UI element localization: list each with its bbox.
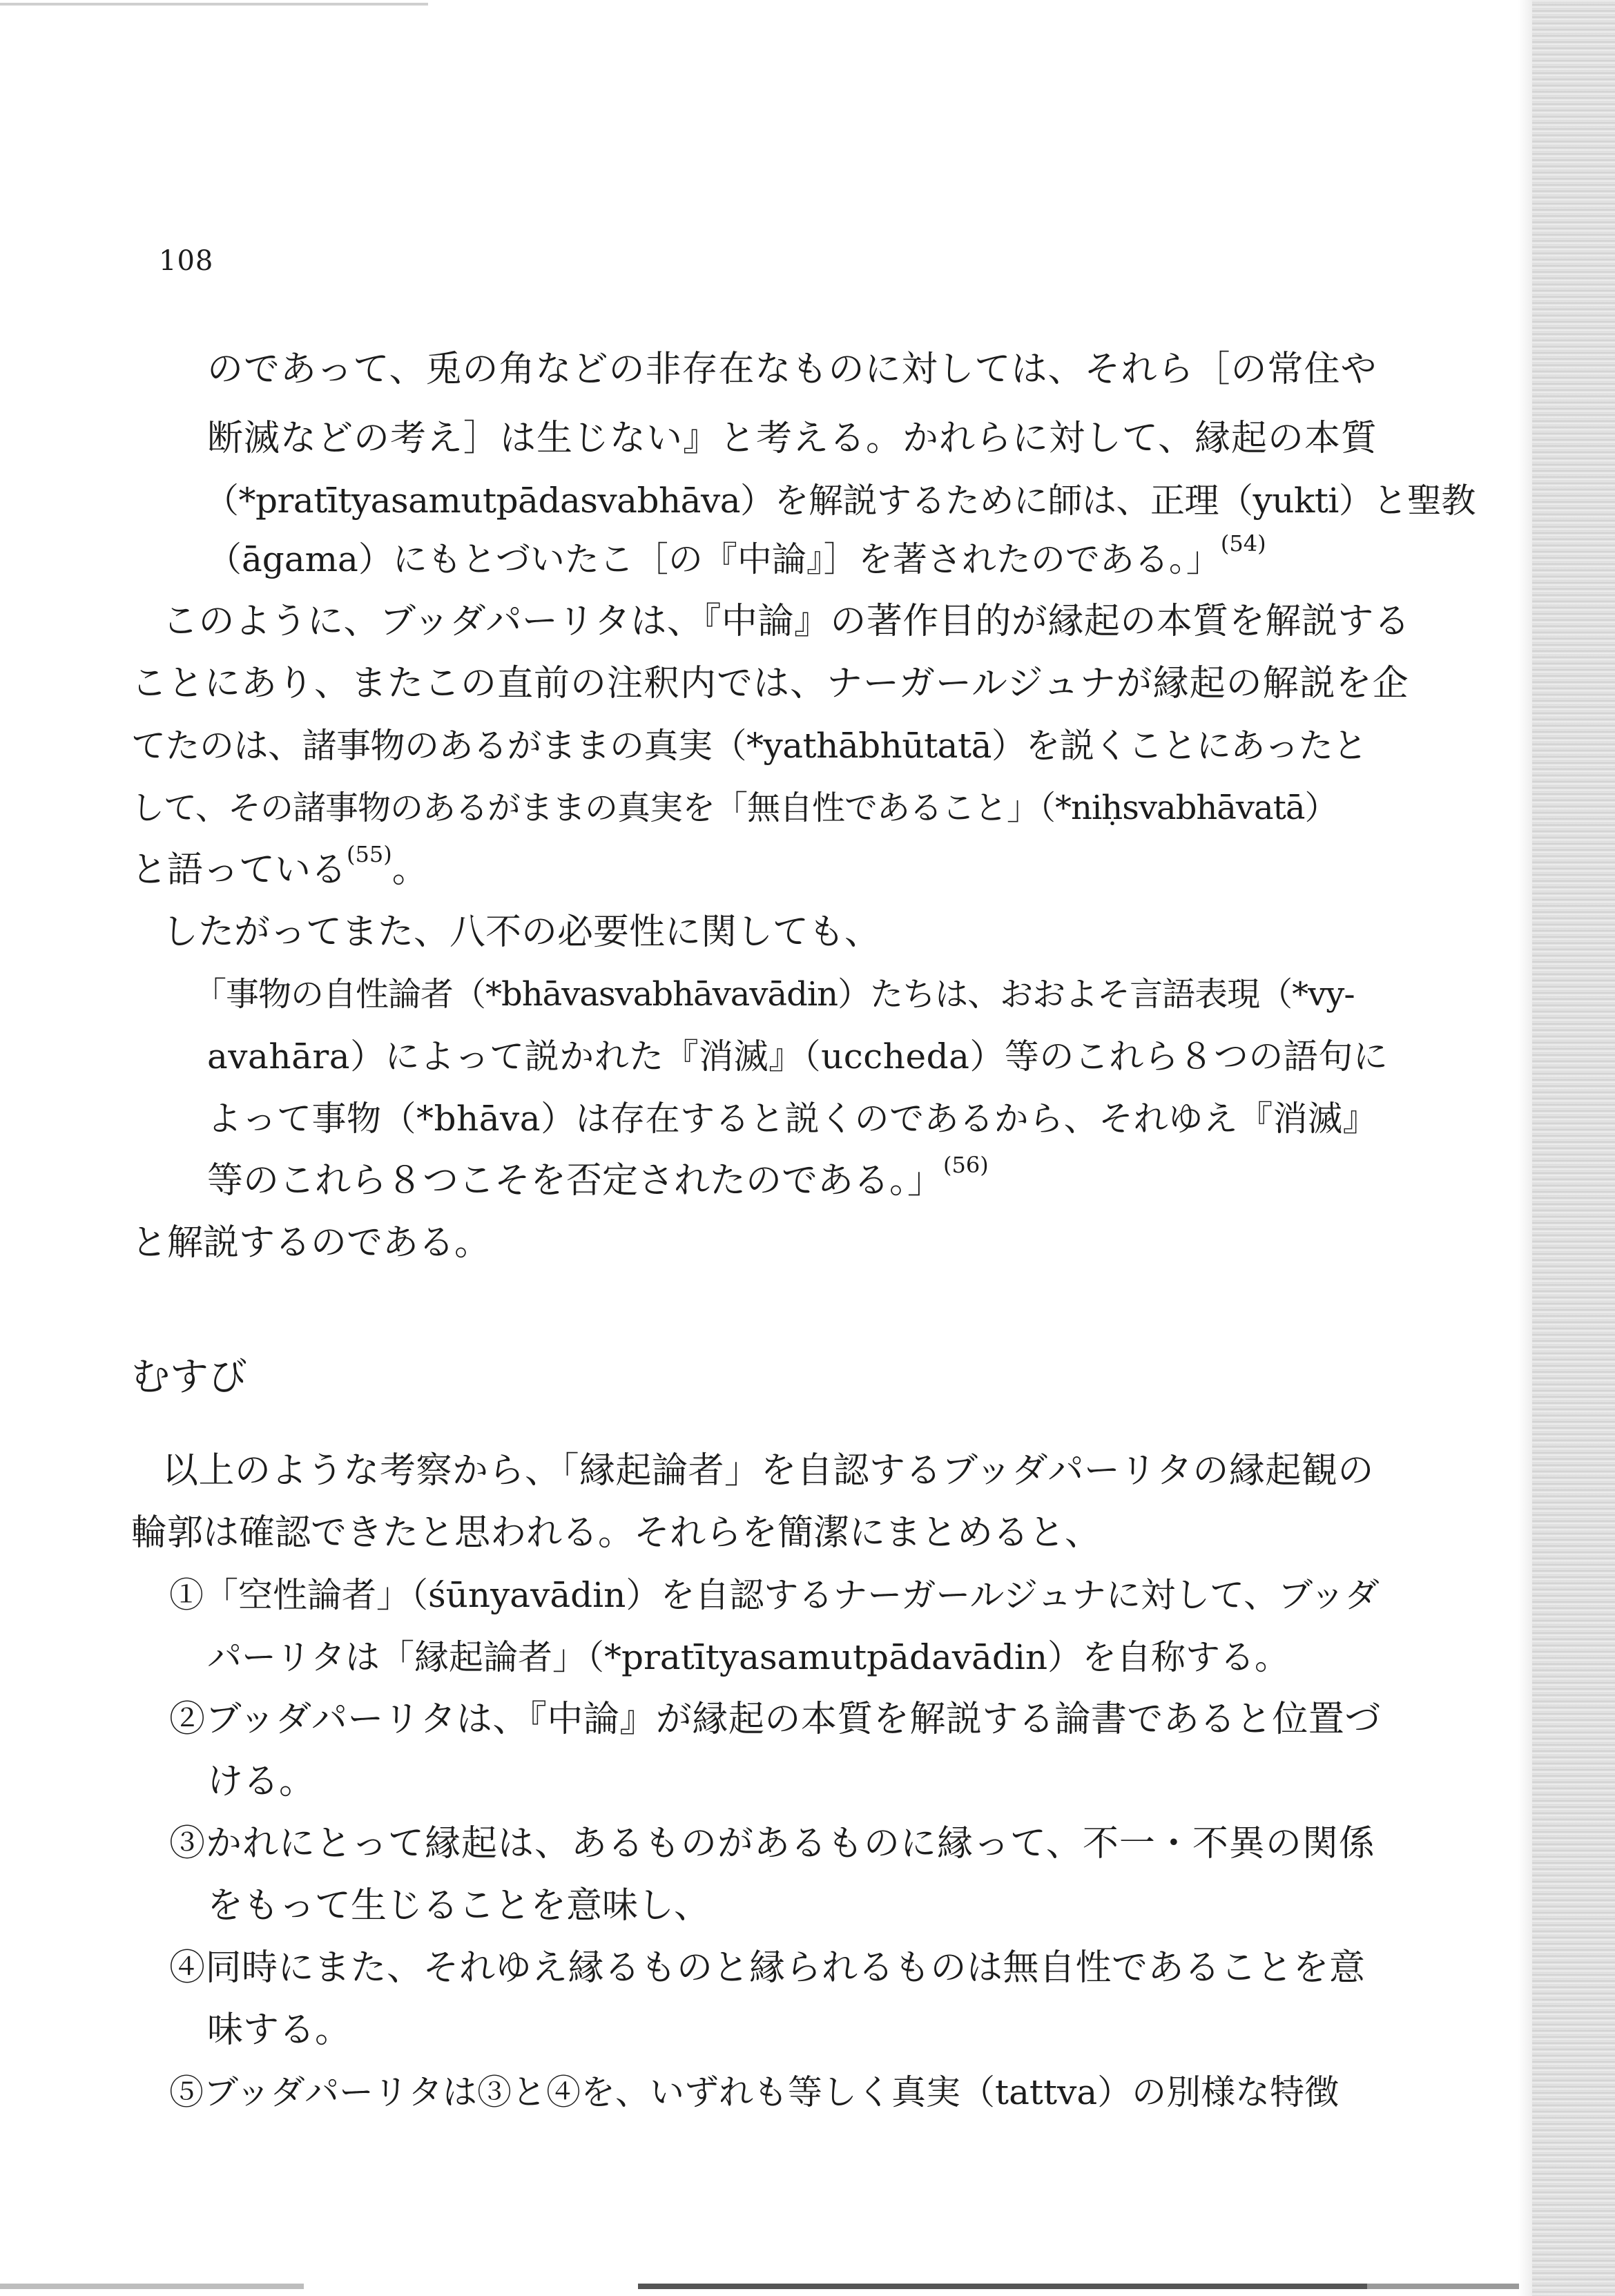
list-item: ④同時にまた、それゆえ縁るものと縁られるものは無自性であることを意	[169, 1947, 1366, 1989]
text-line: したがってまた、八不の必要性に関しても、	[162, 911, 881, 953]
footnote-ref: (54)	[1220, 530, 1266, 557]
section-heading: むすび	[131, 1355, 247, 1400]
text-line: して、その諸事物のあるがままの真実を「無自性であること」（*niḥsvabhāvatā）	[131, 789, 1337, 827]
text-line: ことにあり、またこの直前の注釈内では、ナーガールジュナが縁起の解説を企	[131, 663, 1409, 704]
text-line: 断滅などの考え］は生じない』と考える。かれらに対して、縁起の本質	[207, 418, 1377, 459]
text-line: と解説するのである。	[131, 1222, 491, 1264]
text-line: のであって、兎の角などの非存在なものに対しては、それら［の常住や	[207, 349, 1377, 390]
list-item: ①「空性論者」（śūnyavādin）を自認するナーガールジュナに対して、ブッダ	[169, 1575, 1380, 1615]
footnote-ref: (56)	[943, 1152, 989, 1179]
text-line: よって事物（*bhāva）は存在すると説くのであるから、それゆえ『消滅』	[207, 1099, 1378, 1139]
text-line: てたのは、諸事物のあるがままの真実（*yathābhūtatā）を説くことにあったと	[131, 726, 1367, 766]
text-line: と語っている$^{(55)}$。	[131, 841, 428, 891]
list-item-continuation: ける。	[207, 1761, 316, 1802]
list-item: ⑤ブッダパーリタは③と④を、いずれも等しく真実（tattva）の別様な特徴	[169, 2072, 1340, 2112]
list-item-continuation: をもって生じることを意味し、	[207, 1885, 710, 1927]
list-item-continuation: 味する。	[207, 2009, 351, 2051]
footnote-ref: (55)	[347, 841, 392, 868]
list-item-continuation: パーリタは「縁起論者」（*pratītyasamutpādavādin）を自称する。	[207, 1637, 1290, 1677]
scan-edge-shadow	[1518, 0, 1532, 2296]
text-line: このように、ブッダパーリタは、『中論』の著作目的が縁起の本質を解説する	[162, 601, 1411, 642]
scan-edge	[1532, 0, 1615, 2296]
list-item: ③かれにとって縁起は、あるものがあるものに縁って、不一・不異の関係	[169, 1823, 1375, 1864]
page-number: 108	[159, 245, 214, 277]
scan-bottom-rule	[0, 2284, 1519, 2289]
scan-top-rule	[0, 3, 428, 6]
list-item: ②ブッダパーリタは、『中論』が縁起の本質を解説する論書であると位置づ	[169, 1699, 1381, 1740]
text-line: （āgama）にもとづいたこ［の『中論』］を著されたのである。」$^{(54)}$	[207, 530, 1266, 579]
text-line: （*pratītyasamutpādasvabhāva）を解説するために師は、正理（yukti）と聖教	[204, 481, 1476, 521]
text-line: avahāra）によって説かれた『消滅』（uccheda）等のこれら８つの語句に	[207, 1036, 1389, 1077]
text-line: 輪郭は確認できたと思われる。それらを簡潔にまとめると、	[131, 1512, 1101, 1554]
text-line: 「事物の自性論者（*bhāvasvabhāvavādin）たちは、おおよそ言語表現（*vy-	[193, 975, 1355, 1014]
text-line: 以上のような考察から、「縁起論者」を自認するブッダパーリタの縁起観の	[162, 1450, 1374, 1492]
text-line: 等のこれら８つこそを否定されたのである。」$^{(56)}$	[207, 1152, 989, 1202]
